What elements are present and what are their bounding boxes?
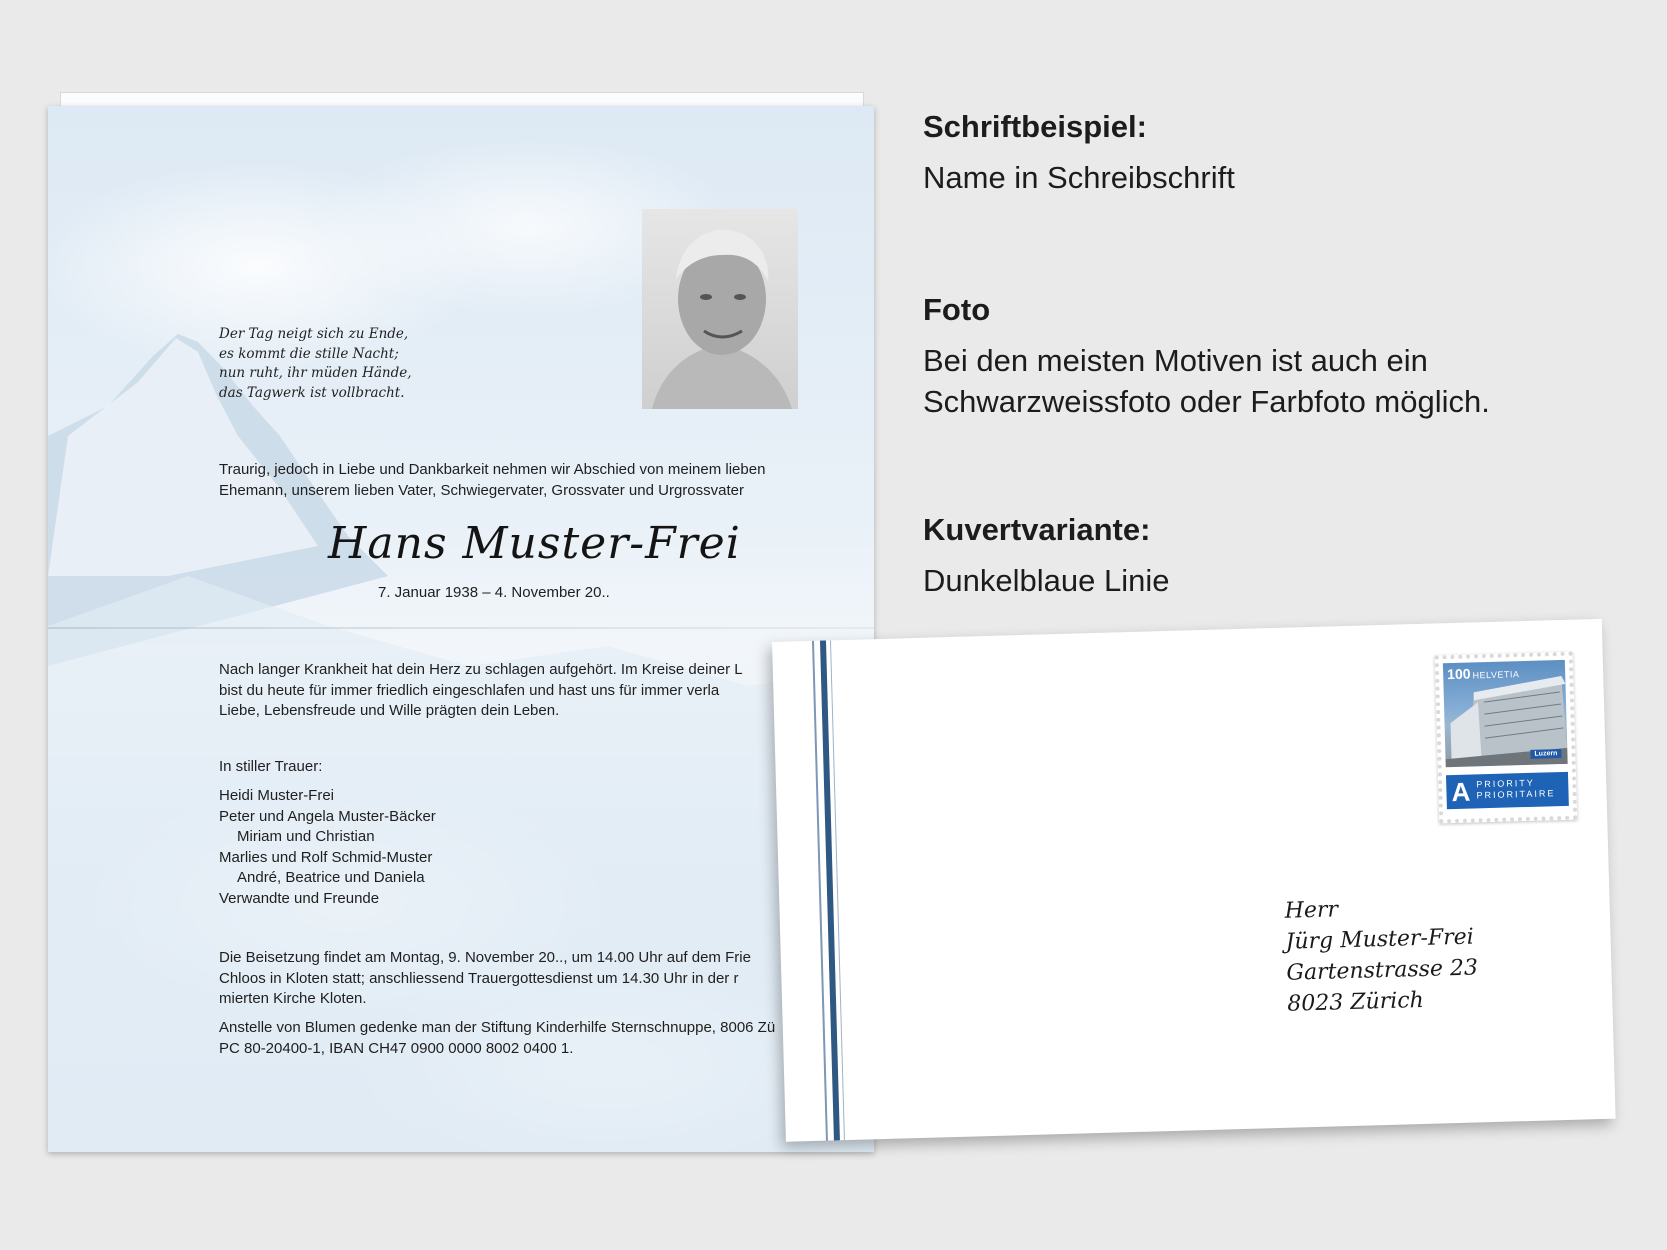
photo-heading: Foto	[923, 292, 991, 327]
priority-letter: A	[1451, 776, 1471, 808]
priority-line: PRIORITY	[1476, 777, 1535, 790]
mourning-title: In stiller Trauer:	[219, 758, 323, 775]
body-paragraph	[219, 660, 859, 722]
verse-line: es kommt die stille Nacht;	[219, 345, 399, 362]
family-member: Heidi Muster-Frei	[219, 787, 335, 804]
verse-line: nun ruht, ihr müden Hände,	[219, 365, 412, 381]
funeral-line: Die Beisetzung findet am Montag, 9. November 20.., um 14.00 Uhr auf dem Frie	[219, 949, 751, 966]
font-sample-heading: Schriftbeispiel:	[923, 109, 1147, 144]
card-fold-line	[48, 627, 874, 629]
stamp-caption: Luzern	[1530, 749, 1561, 759]
body-line: bist du heute für immer friedlich eingeschlafen und hast uns für immer verla	[219, 681, 720, 699]
intro-paragraph	[219, 460, 859, 501]
family-member: Marlies und Rolf Schmid-Muster	[219, 848, 433, 866]
family-member: Verwandte und Freunde	[219, 889, 380, 907]
address-line: 8023 Zürich	[1286, 987, 1425, 1017]
verse-block	[219, 325, 539, 403]
family-member: Miriam und Christian	[237, 828, 375, 845]
donation-paragraph	[219, 1018, 859, 1059]
envelope-info	[923, 510, 1623, 601]
priority-text	[1476, 777, 1555, 801]
portrait-photo	[642, 209, 798, 409]
family-member: Peter und Angela Muster-Bäcker	[219, 807, 436, 825]
intro-line: Ehemann, unserem lieben Vater, Schwiegervater, Grossvater und Urgrossvater	[219, 481, 744, 499]
font-sample-line: Name in Schreibschrift	[923, 160, 1235, 195]
address-line: Jürg Muster-Frei	[1285, 924, 1475, 955]
stamp-country: HELVETIA	[1472, 669, 1520, 681]
address-line: Herr	[1284, 897, 1339, 924]
deceased-name: Hans Muster-Frei	[328, 518, 741, 569]
recipient-address	[1284, 889, 1547, 1020]
family-member: André, Beatrice und Daniela	[237, 869, 425, 886]
photo-info	[923, 290, 1623, 422]
address-line: Gartenstrasse 23	[1286, 955, 1479, 986]
priority-label	[1446, 772, 1569, 809]
donation-line: Anstelle von Blumen gedenke man der Stiftung Kinderhilfe Sternschnuppe, 8006 Zü	[219, 1019, 776, 1036]
intro-line: Traurig, jedoch in Liebe und Dankbarkeit nehmen wir Abschied von meinem lieben	[219, 461, 766, 478]
envelope	[772, 619, 1616, 1142]
photo-text-line: Bei den meisten Motiven ist auch ein	[923, 343, 1428, 378]
font-sample-text	[923, 157, 1623, 198]
priority-line: PRIORITAIRE	[1476, 788, 1556, 801]
family-list	[219, 786, 859, 909]
stamp-value	[1447, 664, 1520, 682]
font-sample-info	[923, 107, 1623, 198]
portrait-figure	[642, 209, 798, 409]
funeral-line: mierten Kirche Kloten.	[219, 990, 367, 1007]
funeral-line: Chloos in Kloten statt; anschliessend Trauergottesdienst um 14.30 Uhr in der r	[219, 969, 739, 987]
life-dates: 7. Januar 1938 – 4. November 20..	[378, 584, 610, 601]
verse-line: Der Tag neigt sich zu Ende,	[219, 326, 409, 342]
envelope-heading: Kuvertvariante:	[923, 512, 1151, 547]
verse-line: das Tagwerk ist vollbracht.	[219, 384, 405, 401]
photo-text	[923, 340, 1623, 422]
stamp-building-image	[1443, 660, 1568, 767]
stamp-value-number: 100	[1446, 665, 1471, 683]
mourning-card	[48, 106, 874, 1152]
body-line: Nach langer Krankheit hat dein Herz zu schlagen aufgehört. Im Kreise deiner L	[219, 661, 743, 678]
envelope-text	[923, 560, 1623, 601]
postage-stamp	[1435, 652, 1578, 824]
photo-text-line: Schwarzweissfoto oder Farbfoto möglich.	[923, 384, 1490, 419]
funeral-paragraph	[219, 948, 859, 1010]
body-line: Liebe, Lebensfreude und Wille prägten dein Leben.	[219, 702, 560, 719]
envelope-text-line: Dunkelblaue Linie	[923, 563, 1170, 598]
donation-line: PC 80-20400-1, IBAN CH47 0900 0000 8002 0400 1.	[219, 1039, 574, 1057]
